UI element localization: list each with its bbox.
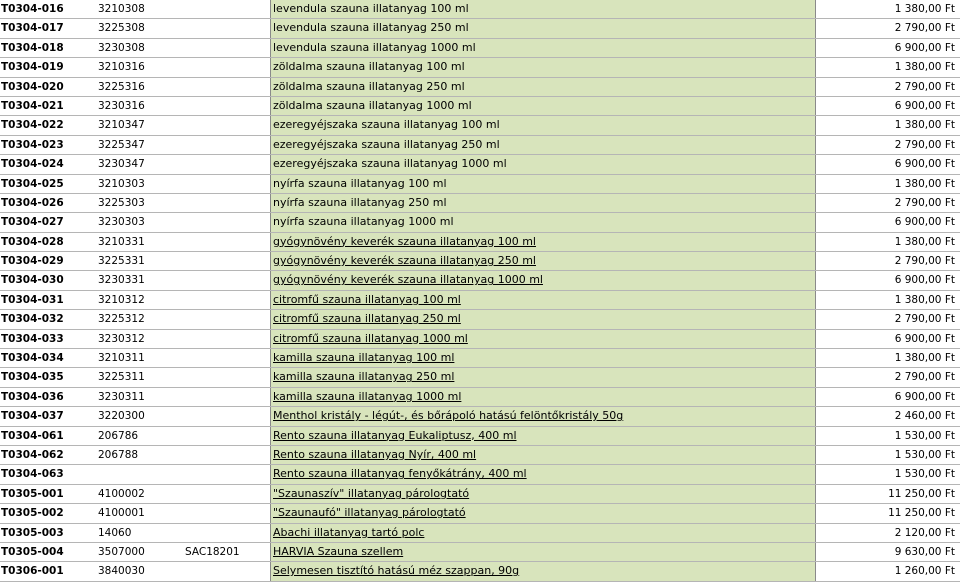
supplier-code-cell xyxy=(185,175,269,193)
product-code-cell: T0306-001 xyxy=(1,565,64,578)
supplier-code-cell xyxy=(185,97,269,115)
price-cell: 6 900,00 Ft xyxy=(894,41,955,54)
price-cell: 2 790,00 Ft xyxy=(894,22,955,35)
product-code-cell: T0304-026 xyxy=(1,196,64,209)
supplier-code-cell xyxy=(185,388,269,406)
product-code-cell: T0304-033 xyxy=(1,332,64,345)
description-cell: Abachi illatanyag tartó polc xyxy=(270,524,816,542)
supplier-code-cell xyxy=(185,524,269,542)
price-cell: 1 380,00 Ft xyxy=(894,352,955,365)
description-cell: gyógynövény keverék szauna illatanyag 250 ml xyxy=(270,252,816,270)
item-number-cell: 3210303 xyxy=(98,177,145,190)
supplier-code-cell xyxy=(185,213,269,231)
price-cell: 1 380,00 Ft xyxy=(894,293,955,306)
table-row xyxy=(0,330,960,349)
table-row xyxy=(0,175,960,194)
product-code-cell: T0304-027 xyxy=(1,216,64,229)
table-row xyxy=(0,213,960,232)
price-cell: 1 380,00 Ft xyxy=(894,235,955,248)
description-cell: HARVIA Szauna szellem xyxy=(270,543,816,561)
supplier-code-cell xyxy=(185,485,269,503)
table-row xyxy=(0,465,960,484)
price-cell: 6 900,00 Ft xyxy=(894,99,955,112)
product-code-cell: T0305-003 xyxy=(1,526,64,539)
item-number-cell: 3225303 xyxy=(98,196,145,209)
item-number-cell: 3230316 xyxy=(98,99,145,112)
table-row xyxy=(0,388,960,407)
price-cell: 6 900,00 Ft xyxy=(894,158,955,171)
supplier-code-cell xyxy=(185,368,269,386)
item-number-cell: 3230312 xyxy=(98,332,145,345)
description-cell: gyógynövény keverék szauna illatanyag 1000 ml xyxy=(270,271,816,289)
table-row xyxy=(0,543,960,562)
product-code-cell: T0304-061 xyxy=(1,429,64,442)
product-code-cell: T0304-031 xyxy=(1,293,64,306)
item-number-cell: 3225316 xyxy=(98,80,145,93)
table-row xyxy=(0,39,960,58)
description-cell: kamilla szauna illatanyag 100 ml xyxy=(270,349,816,367)
product-code-cell: T0304-029 xyxy=(1,255,64,268)
table-row xyxy=(0,58,960,77)
description-cell: kamilla szauna illatanyag 1000 ml xyxy=(270,388,816,406)
item-number-cell: 3507000 xyxy=(98,545,145,558)
item-number-cell: 3210308 xyxy=(98,3,145,15)
table-row xyxy=(0,407,960,426)
item-number-cell: 14060 xyxy=(98,526,132,539)
price-cell: 1 380,00 Ft xyxy=(894,3,955,15)
item-number-cell: 3225308 xyxy=(98,22,145,35)
product-code-cell: T0304-019 xyxy=(1,61,64,74)
item-number-cell: 3225347 xyxy=(98,138,145,151)
product-code-cell: T0304-037 xyxy=(1,410,64,423)
table-row xyxy=(0,368,960,387)
item-number-cell: 4100002 xyxy=(98,487,145,500)
description-cell: Selymesen tisztító hatású méz szappan, 90g xyxy=(270,562,816,580)
description-cell: zöldalma szauna illatanyag 100 ml xyxy=(270,58,816,76)
description-cell: Rento szauna illatanyag fenyőkátrány, 400 ml xyxy=(270,465,816,483)
description-cell: levendula szauna illatanyag 1000 ml xyxy=(270,39,816,57)
product-code-cell: T0304-062 xyxy=(1,448,64,461)
product-code-cell: T0304-022 xyxy=(1,119,64,132)
product-code-cell: T0304-028 xyxy=(1,235,64,248)
price-cell: 6 900,00 Ft xyxy=(894,390,955,403)
description-cell: gyógynövény keverék szauna illatanyag 100 ml xyxy=(270,233,816,251)
supplier-code-cell xyxy=(185,155,269,173)
price-cell: 6 900,00 Ft xyxy=(894,216,955,229)
product-code-cell: T0304-020 xyxy=(1,80,64,93)
table-row xyxy=(0,233,960,252)
table-row xyxy=(0,78,960,97)
price-cell: 11 250,00 Ft xyxy=(888,507,955,520)
description-cell: zöldalma szauna illatanyag 250 ml xyxy=(270,78,816,96)
item-number-cell: 3840030 xyxy=(98,565,145,578)
product-code-cell: T0304-023 xyxy=(1,138,64,151)
supplier-code-cell: SAC18201 xyxy=(185,545,240,558)
supplier-code-cell xyxy=(185,194,269,212)
supplier-code-cell xyxy=(185,310,269,328)
description-cell: ezeregyéjszaka szauna illatanyag 1000 ml xyxy=(270,155,816,173)
supplier-code-cell xyxy=(185,349,269,367)
table-row xyxy=(0,427,960,446)
price-cell: 1 380,00 Ft xyxy=(894,61,955,74)
price-cell: 1 530,00 Ft xyxy=(894,448,955,461)
price-cell: 6 900,00 Ft xyxy=(894,332,955,345)
price-cell: 2 460,00 Ft xyxy=(894,410,955,423)
table-row xyxy=(0,349,960,368)
item-number-cell: 3230347 xyxy=(98,158,145,171)
supplier-code-cell xyxy=(185,330,269,348)
item-number-cell: 3225312 xyxy=(98,313,145,326)
table-row xyxy=(0,504,960,523)
table-row xyxy=(0,524,960,543)
supplier-code-cell xyxy=(185,252,269,270)
table-row xyxy=(0,291,960,310)
description-cell: kamilla szauna illatanyag 250 ml xyxy=(270,368,816,386)
description-cell: citromfű szauna illatanyag 100 ml xyxy=(270,291,816,309)
description-cell: Menthol kristály - légút-, és bőrápoló hatású felöntőkristály 50g xyxy=(270,407,816,425)
table-row xyxy=(0,97,960,116)
product-code-cell: T0305-004 xyxy=(1,545,64,558)
product-code-cell: T0304-017 xyxy=(1,22,64,35)
product-code-cell: T0304-025 xyxy=(1,177,64,190)
item-number-cell: 206786 xyxy=(98,429,139,442)
price-cell: 2 790,00 Ft xyxy=(894,371,955,384)
supplier-code-cell xyxy=(185,136,269,154)
description-cell: "Szaunaufó" illatanyag párologtató xyxy=(270,504,816,522)
description-cell: nyírfa szauna illatanyag 1000 ml xyxy=(270,213,816,231)
description-cell: levendula szauna illatanyag 250 ml xyxy=(270,19,816,37)
product-code-cell: T0304-018 xyxy=(1,41,64,54)
item-number-cell: 3210312 xyxy=(98,293,145,306)
product-code-cell: T0304-035 xyxy=(1,371,64,384)
price-cell: 6 900,00 Ft xyxy=(894,274,955,287)
table-row xyxy=(0,310,960,329)
table-row xyxy=(0,446,960,465)
price-cell: 2 790,00 Ft xyxy=(894,80,955,93)
table-row xyxy=(0,136,960,155)
description-cell: Rento szauna illatanyag Eukaliptusz, 400 ml xyxy=(270,427,816,445)
price-cell: 1 380,00 Ft xyxy=(894,119,955,132)
item-number-cell: 3210331 xyxy=(98,235,145,248)
item-number-cell: 3210311 xyxy=(98,352,145,365)
supplier-code-cell xyxy=(185,562,269,580)
item-number-cell: 4100001 xyxy=(98,507,145,520)
price-cell: 2 790,00 Ft xyxy=(894,138,955,151)
description-cell: Rento szauna illatanyag Nyír, 400 ml xyxy=(270,446,816,464)
supplier-code-cell xyxy=(185,233,269,251)
supplier-code-cell xyxy=(185,0,269,18)
product-code-cell: T0304-063 xyxy=(1,468,64,481)
supplier-code-cell xyxy=(185,291,269,309)
description-cell: ezeregyéjszaka szauna illatanyag 250 ml xyxy=(270,136,816,154)
price-cell: 9 630,00 Ft xyxy=(894,545,955,558)
item-number-cell: 3210347 xyxy=(98,119,145,132)
price-cell: 1 380,00 Ft xyxy=(894,177,955,190)
table-row xyxy=(0,0,960,19)
supplier-code-cell xyxy=(185,271,269,289)
item-number-cell: 3220300 xyxy=(98,410,145,423)
price-cell: 2 120,00 Ft xyxy=(894,526,955,539)
description-cell: nyírfa szauna illatanyag 100 ml xyxy=(270,175,816,193)
product-code-cell: T0304-034 xyxy=(1,352,64,365)
table-row xyxy=(0,271,960,290)
price-cell: 11 250,00 Ft xyxy=(888,487,955,500)
supplier-code-cell xyxy=(185,504,269,522)
description-cell: nyírfa szauna illatanyag 250 ml xyxy=(270,194,816,212)
item-number-cell: 3230331 xyxy=(98,274,145,287)
item-number-cell: 3225331 xyxy=(98,255,145,268)
item-number-cell: 3230311 xyxy=(98,390,145,403)
product-code-cell: T0304-036 xyxy=(1,390,64,403)
price-cell: 2 790,00 Ft xyxy=(894,196,955,209)
table-row xyxy=(0,194,960,213)
supplier-code-cell xyxy=(185,116,269,134)
description-cell: "Szaunaszív" illatanyag párologtató xyxy=(270,485,816,503)
item-number-cell xyxy=(98,465,184,483)
item-number-cell: 3230303 xyxy=(98,216,145,229)
supplier-code-cell xyxy=(185,446,269,464)
table-row xyxy=(0,252,960,271)
supplier-code-cell xyxy=(185,78,269,96)
price-cell: 1 530,00 Ft xyxy=(894,468,955,481)
product-code-cell: T0304-021 xyxy=(1,99,64,112)
price-cell: 2 790,00 Ft xyxy=(894,255,955,268)
price-cell: 1 260,00 Ft xyxy=(894,565,955,578)
supplier-code-cell xyxy=(185,407,269,425)
supplier-code-cell xyxy=(185,19,269,37)
price-cell: 2 790,00 Ft xyxy=(894,313,955,326)
description-cell: levendula szauna illatanyag 100 ml xyxy=(270,0,816,18)
supplier-code-cell xyxy=(185,427,269,445)
price-cell: 1 530,00 Ft xyxy=(894,429,955,442)
product-code-cell: T0304-032 xyxy=(1,313,64,326)
table-row xyxy=(0,19,960,38)
product-code-cell: T0304-030 xyxy=(1,274,64,287)
description-cell: zöldalma szauna illatanyag 1000 ml xyxy=(270,97,816,115)
item-number-cell: 3210316 xyxy=(98,61,145,74)
table-row xyxy=(0,562,960,581)
supplier-code-cell xyxy=(185,58,269,76)
product-code-cell: T0305-002 xyxy=(1,507,64,520)
table-row xyxy=(0,116,960,135)
description-cell: citromfű szauna illatanyag 250 ml xyxy=(270,310,816,328)
product-code-cell: T0304-016 xyxy=(1,3,64,15)
table-row xyxy=(0,155,960,174)
item-number-cell: 3225311 xyxy=(98,371,145,384)
table-row xyxy=(0,485,960,504)
product-code-cell: T0304-024 xyxy=(1,158,64,171)
supplier-code-cell xyxy=(185,39,269,57)
description-cell: citromfű szauna illatanyag 1000 ml xyxy=(270,330,816,348)
item-number-cell: 3230308 xyxy=(98,41,145,54)
item-number-cell: 206788 xyxy=(98,448,139,461)
description-cell: ezeregyéjszaka szauna illatanyag 100 ml xyxy=(270,116,816,134)
supplier-code-cell xyxy=(185,465,269,483)
product-code-cell: T0305-001 xyxy=(1,487,64,500)
